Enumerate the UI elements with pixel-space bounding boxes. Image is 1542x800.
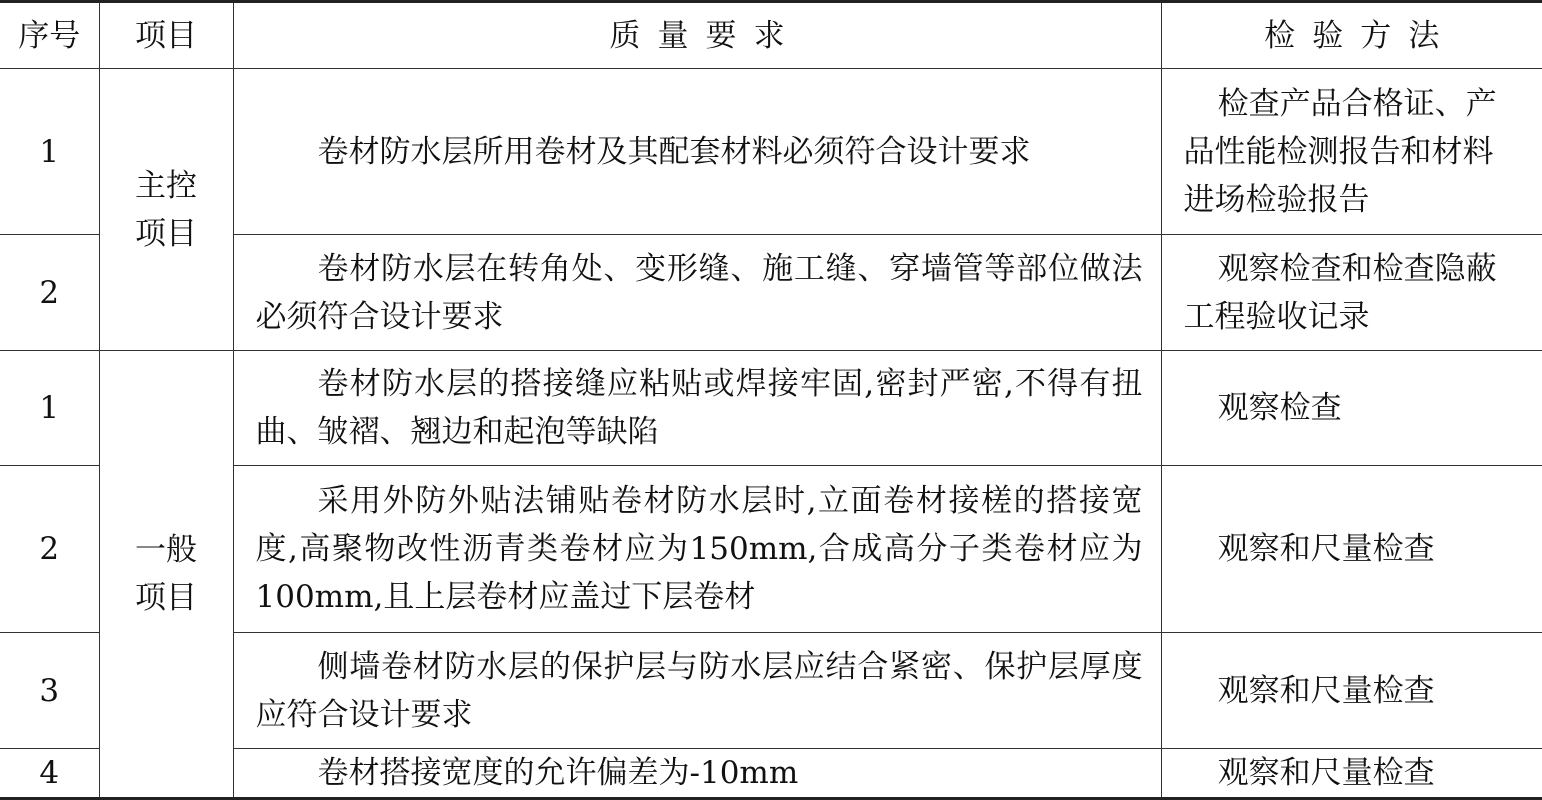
row-index: 1 (0, 351, 99, 466)
requirement-cell (233, 69, 1161, 235)
row-index: 2 (0, 235, 99, 351)
method-cell (1161, 633, 1542, 749)
header-index: 序号 (0, 2, 99, 69)
requirement-text: 卷材防水层的搭接缝应粘贴或焊接牢固,密封严密,不得有扭曲、皱褶、翘边和起泡等缺陷 (255, 366, 1143, 450)
requirement-text: 侧墙卷材防水层的保护层与防水层应结合紧密、保护层厚度应符合设计要求 (255, 648, 1143, 733)
category-label-line1: 主控 (135, 167, 197, 204)
header-method: 检验方法 (1161, 2, 1542, 69)
requirement-text: 采用外防外贴法铺贴卷材防水层时,立面卷材接槎的搭接宽度,高聚物改性沥青类卷材应为150mm,合成高分子类卷材应为100mm,且上层卷材应盖过下层卷材 (255, 483, 1143, 615)
category-general (99, 351, 233, 799)
requirement-text: 卷材搭接宽度的允许偏差为-10mm (317, 755, 799, 791)
requirement-cell (233, 633, 1161, 749)
method-text: 观察和尺量检查 (1217, 672, 1435, 709)
row-index: 4 (0, 749, 99, 799)
method-text: 观察检查 (1217, 390, 1342, 426)
method-cell (1161, 235, 1542, 351)
method-cell (1161, 69, 1542, 235)
requirement-cell (233, 466, 1161, 633)
method-cell (1161, 749, 1542, 799)
method-text: 观察和尺量检查 (1217, 531, 1435, 567)
category-label-line2: 项目 (135, 215, 197, 252)
row-index: 2 (0, 466, 99, 633)
header-row (0, 2, 1542, 69)
table-row (0, 351, 1542, 466)
method-cell (1161, 351, 1542, 466)
requirement-text: 卷材防水层所用卷材及其配套材料必须符合设计要求 (317, 133, 1031, 170)
category-main-control (99, 69, 233, 351)
requirement-cell (233, 351, 1161, 466)
requirement-text: 卷材防水层在转角处、变形缝、施工缝、穿墙管等部位做法必须符合设计要求 (255, 250, 1143, 335)
method-text: 观察和尺量检查 (1217, 755, 1435, 791)
table-row (0, 69, 1542, 235)
method-text: 检查产品合格证、产品性能检测报告和材料进场检验报告 (1183, 85, 1497, 218)
category-label-line2: 项目 (135, 580, 197, 616)
header-item: 项目 (99, 2, 233, 69)
header-requirement: 质量要求 (233, 2, 1161, 69)
row-index: 3 (0, 633, 99, 749)
category-label-line1: 一般 (135, 532, 197, 568)
requirement-cell (233, 235, 1161, 351)
method-text: 观察检查和检查隐蔽工程验收记录 (1183, 250, 1497, 335)
requirement-cell (233, 749, 1161, 799)
row-index: 1 (0, 69, 99, 235)
method-cell (1161, 466, 1542, 633)
